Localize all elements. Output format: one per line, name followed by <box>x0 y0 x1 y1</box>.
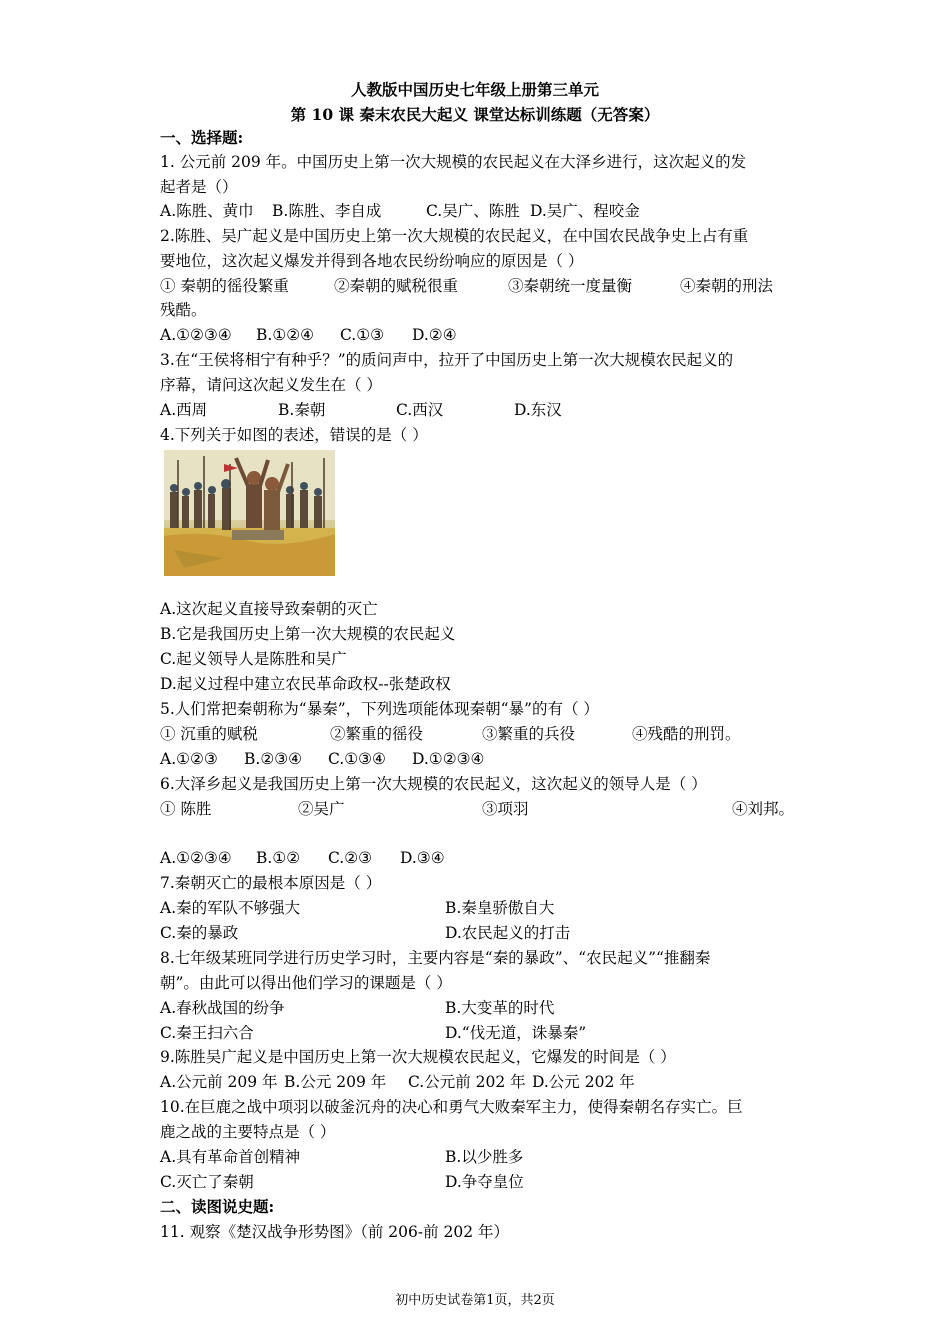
q2-option-d: D.②④ <box>412 326 457 344</box>
q10-option-a: A.具有革命首创精神 <box>160 1148 301 1166</box>
q5-option-d: D.①②③④ <box>412 750 485 768</box>
q1-option-b: B.陈胜、李自成 <box>272 202 382 220</box>
q2-item-4-continued: 残酷。 <box>160 301 207 319</box>
q2-option-b: B.①②④ <box>256 326 315 344</box>
q6-item-4: ④刘邦。 <box>732 800 795 818</box>
q7-option-d: D.农民起义的打击 <box>445 924 571 942</box>
q3-stem-line2: 序幕，请问这次起义发生在（ ） <box>160 376 382 394</box>
q8-stem-line2: 朝”。由此可以得出他们学习的课题是（ ） <box>160 974 452 992</box>
q8-option-c: C.秦王扫六合 <box>160 1024 254 1042</box>
q5-item-4: ④残酷的刑罚。 <box>632 725 741 743</box>
q2-option-c: C.①③ <box>340 326 385 344</box>
q2-item-2: ②秦朝的赋税很重 <box>334 277 459 295</box>
q7-options-row2 <box>160 923 570 943</box>
q1-stem-line2: 起者是（） <box>160 178 238 196</box>
q2-item-1: ① 秦朝的徭役繁重 <box>160 277 289 295</box>
q10-stem-line2: 鹿之战的主要特点是（ ） <box>160 1123 336 1141</box>
q10-options-row2 <box>160 1172 524 1192</box>
q1-option-d: D.吴广、程咬金 <box>530 202 640 220</box>
q10-option-b: B.以少胜多 <box>445 1148 524 1166</box>
q9-option-b: B.公元 209 年 <box>284 1073 387 1091</box>
q2-item-3: ③秦朝统一度量衡 <box>508 277 633 295</box>
q5-item-3: ③繁重的兵役 <box>482 725 576 743</box>
q5-option-c: C.①③④ <box>328 750 386 768</box>
q10-option-d: D.争夺皇位 <box>445 1173 524 1191</box>
q7-options-row1 <box>160 898 554 918</box>
q7-stem: 7.秦朝灭亡的最根本原因是（ ） <box>160 874 382 892</box>
q3-options <box>160 400 562 420</box>
q6-item-1: ① 陈胜 <box>160 800 212 818</box>
q1-stem-line1: 1. 公元前 209 年。中国历史上第一次大规模的农民起义在大泽乡进行，这次起义的发 <box>160 153 747 171</box>
q2-option-a: A.①②③④ <box>160 326 232 344</box>
document-title: 人教版中国历史七年级上册第三单元 <box>350 80 599 99</box>
page-footer: 初中历史试卷第1页，共2页 <box>395 1293 555 1308</box>
q10-stem-line1: 10.在巨鹿之战中项羽以破釜沉舟的决心和勇气大败秦军主力，使得秦朝名存实亡。巨 <box>160 1098 743 1116</box>
q3-option-c: C.西汉 <box>396 401 444 419</box>
q9-option-a: A.公元前 209 年 <box>160 1073 278 1091</box>
q1-option-a: A.陈胜、黄巾 <box>160 202 254 220</box>
q9-stem: 9.陈胜吴广起义是中国历史上第一次大规模农民起义，它爆发的时间是（ ） <box>160 1048 676 1066</box>
q7-option-a: A.秦的军队不够强大 <box>160 899 301 917</box>
q1-option-c: C.吴广、陈胜 <box>426 202 520 220</box>
q9-option-c: C.公元前 202 年 <box>408 1073 526 1091</box>
q6-option-d: D.③④ <box>400 849 445 867</box>
q4-option-d: D.起义过程中建立农民革命政权--张楚政权 <box>160 675 451 693</box>
q6-item-3: ③项羽 <box>482 800 529 818</box>
q8-options-row1 <box>160 998 554 1018</box>
q8-stem-line1: 8.七年级某班同学进行历史学习时，主要内容是“秦的暴政”、“农民起义”“推翻秦 <box>160 949 711 967</box>
q6-item-2: ②吴广 <box>298 800 345 818</box>
q7-option-b: B.秦皇骄傲自大 <box>445 899 555 917</box>
q8-option-b: B.大变革的时代 <box>445 999 555 1017</box>
q2-stem-line2: 要地位，这次起义爆发并得到各地农民纷纷响应的原因是（ ） <box>160 252 584 270</box>
q2-stem-line1: 2.陈胜、吴广起义是中国历史上第一次大规模的农民起义，在中国农民战争史上占有重 <box>160 227 749 245</box>
q3-stem-line1: 3.在“王侯将相宁有种乎？”的质问声中，拉开了中国历史上第一次大规模农民起义的 <box>160 351 734 369</box>
q9-option-d: D.公元 202 年 <box>532 1073 635 1091</box>
section-heading-choice: 一、选择题: <box>160 128 244 147</box>
q11-stem: 11. 观察《楚汉战争形势图》（前 206-前 202 年） <box>160 1223 510 1241</box>
q2-item-4: ④秦朝的刑法 <box>680 277 774 295</box>
q10-options-row1 <box>160 1147 523 1167</box>
q5-item-1: ① 沉重的赋税 <box>160 725 258 743</box>
uprising-illustration <box>164 450 335 576</box>
q5-options <box>160 749 484 769</box>
q1-options <box>160 201 640 221</box>
q7-option-c: C.秦的暴政 <box>160 924 239 942</box>
section-heading-reading: 二、读图说史题: <box>160 1197 275 1216</box>
q6-option-c: C.②③ <box>328 849 373 867</box>
q8-options-row2 <box>160 1023 586 1043</box>
q9-options <box>160 1072 635 1092</box>
q6-items <box>160 799 794 819</box>
q3-option-b: B.秦朝 <box>278 401 326 419</box>
q3-option-d: D.东汉 <box>514 401 562 419</box>
q4-stem: 4.下列关于如图的表述，错误的是（ ） <box>160 426 428 444</box>
q6-stem: 6.大泽乡起义是我国历史上第一次大规模的农民起义，这次起义的领导人是（ ） <box>160 775 707 793</box>
q4-option-a: A.这次起义直接导致秦朝的灭亡 <box>160 600 378 618</box>
q3-option-a: A.西周 <box>160 401 208 419</box>
q5-item-2: ②繁重的徭役 <box>330 725 424 743</box>
q6-options <box>160 848 445 868</box>
uprising-illustration-drawing <box>164 450 335 576</box>
q5-option-a: A.①②③ <box>160 750 218 768</box>
q4-option-c: C.起义领导人是陈胜和吴广 <box>160 650 347 668</box>
q8-option-a: A.春秋战国的纷争 <box>160 999 285 1017</box>
q4-option-b: B.它是我国历史上第一次大规模的农民起义 <box>160 625 456 643</box>
q2-options <box>160 325 457 345</box>
q5-option-b: B.②③④ <box>244 750 303 768</box>
q6-option-a: A.①②③④ <box>160 849 232 867</box>
lesson-title: 第 10 课 秦末农民大起义 课堂达标训练题（无答案） <box>290 105 660 124</box>
q6-option-b: B.①② <box>256 849 301 867</box>
q5-items <box>160 724 741 744</box>
q10-option-c: C.灭亡了秦朝 <box>160 1173 254 1191</box>
q8-option-d: D.“伐无道，诛暴秦” <box>445 1024 587 1042</box>
q2-items <box>160 276 773 296</box>
q5-stem: 5.人们常把秦朝称为“暴秦”，下列选项能体现秦朝“暴”的有（ ） <box>160 700 599 718</box>
